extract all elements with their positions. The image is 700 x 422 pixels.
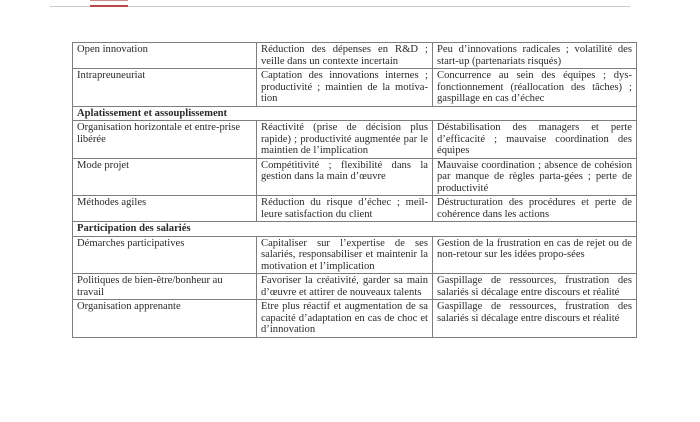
- risks-cell: Déstabilisation des managers et perte d’efficacité ; mauvaise coordination des équipes: [433, 121, 637, 159]
- advantages-cell: Réactivité (prise de décision plus rapide) ; productivité augmentée par le maintien de l’implication: [257, 121, 433, 159]
- practice-name-cell: Intrapreuneuriat: [73, 69, 257, 107]
- risks-cell: Gestion de la frustration en cas de rejet ou de non-retour sur les idées propo-sées: [433, 236, 637, 274]
- table-row: [73, 158, 637, 196]
- header-accent-bar: [90, 0, 128, 7]
- table-row: [73, 43, 637, 69]
- section-header-row: [73, 106, 637, 121]
- risks-cell: Gaspillage de ressources, frustration des salariés si décalage entre discours et réalité: [433, 274, 637, 300]
- table-row: [73, 69, 637, 107]
- practice-name-cell: Organisation horizontale et entre-prise libérée: [73, 121, 257, 159]
- advantages-cell: Capitaliser sur l’expertise de ses salariés, responsabiliser et maintenir la motivation et l’implication: [257, 236, 433, 274]
- accent-line-bottom: [90, 5, 128, 7]
- table-row: [73, 121, 637, 159]
- risks-cell: Gaspillage de ressources, frustration des salariés si décalage entre discours et réalité: [433, 300, 637, 338]
- risks-cell: Déstructuration des procédures et perte de cohérence dans les actions: [433, 196, 637, 222]
- advantages-cell: Compétitivité ; flexibilité dans la gestion dans la main d’œuvre: [257, 158, 433, 196]
- advantages-cell: Réduction du risque d’échec ; meil-leure satisfaction du client: [257, 196, 433, 222]
- practice-name-cell: Mode projet: [73, 158, 257, 196]
- practices-table: [72, 42, 637, 338]
- practice-name-cell: Démarches participatives: [73, 236, 257, 274]
- practice-name-cell: Open innovation: [73, 43, 257, 69]
- practice-name-cell: Organisation apprenante: [73, 300, 257, 338]
- header-rule: [50, 6, 630, 7]
- practice-name-cell: Politiques de bien-être/bonheur au travail: [73, 274, 257, 300]
- risks-cell: Mauvaise coordination ; absence de cohésion par manque de règles parta-gées ; perte de productivité: [433, 158, 637, 196]
- advantages-cell: Favoriser la créativité, garder sa main d’œuvre et attirer de nouveaux talents: [257, 274, 433, 300]
- table-row: [73, 196, 637, 222]
- risks-cell: Peu d’innovations radicales ; volatilité des start-up (partenariats risqués): [433, 43, 637, 69]
- section-header-row: [73, 222, 637, 237]
- section-title: Participation des salariés: [73, 222, 637, 237]
- accent-line-top: [90, 0, 128, 1]
- risks-cell: Concurrence au sein des équipes ; dys-fonctionnement (réallocation des tâches) ; gaspillage en cas d’échec: [433, 69, 637, 107]
- advantages-cell: Etre plus réactif et augmentation de sa capacité d’adaptation en cas de choc et d’innovation: [257, 300, 433, 338]
- section-title: Aplatissement et assouplissement: [73, 106, 637, 121]
- table-row: [73, 274, 637, 300]
- advantages-cell: Captation des innovations internes ; productivité ; maintien de la motiva-tion: [257, 69, 433, 107]
- practice-name-cell: Méthodes agiles: [73, 196, 257, 222]
- advantages-cell: Réduction des dépenses en R&D ; veille dans un contexte incertain: [257, 43, 433, 69]
- table-row: [73, 236, 637, 274]
- table-row: [73, 300, 637, 338]
